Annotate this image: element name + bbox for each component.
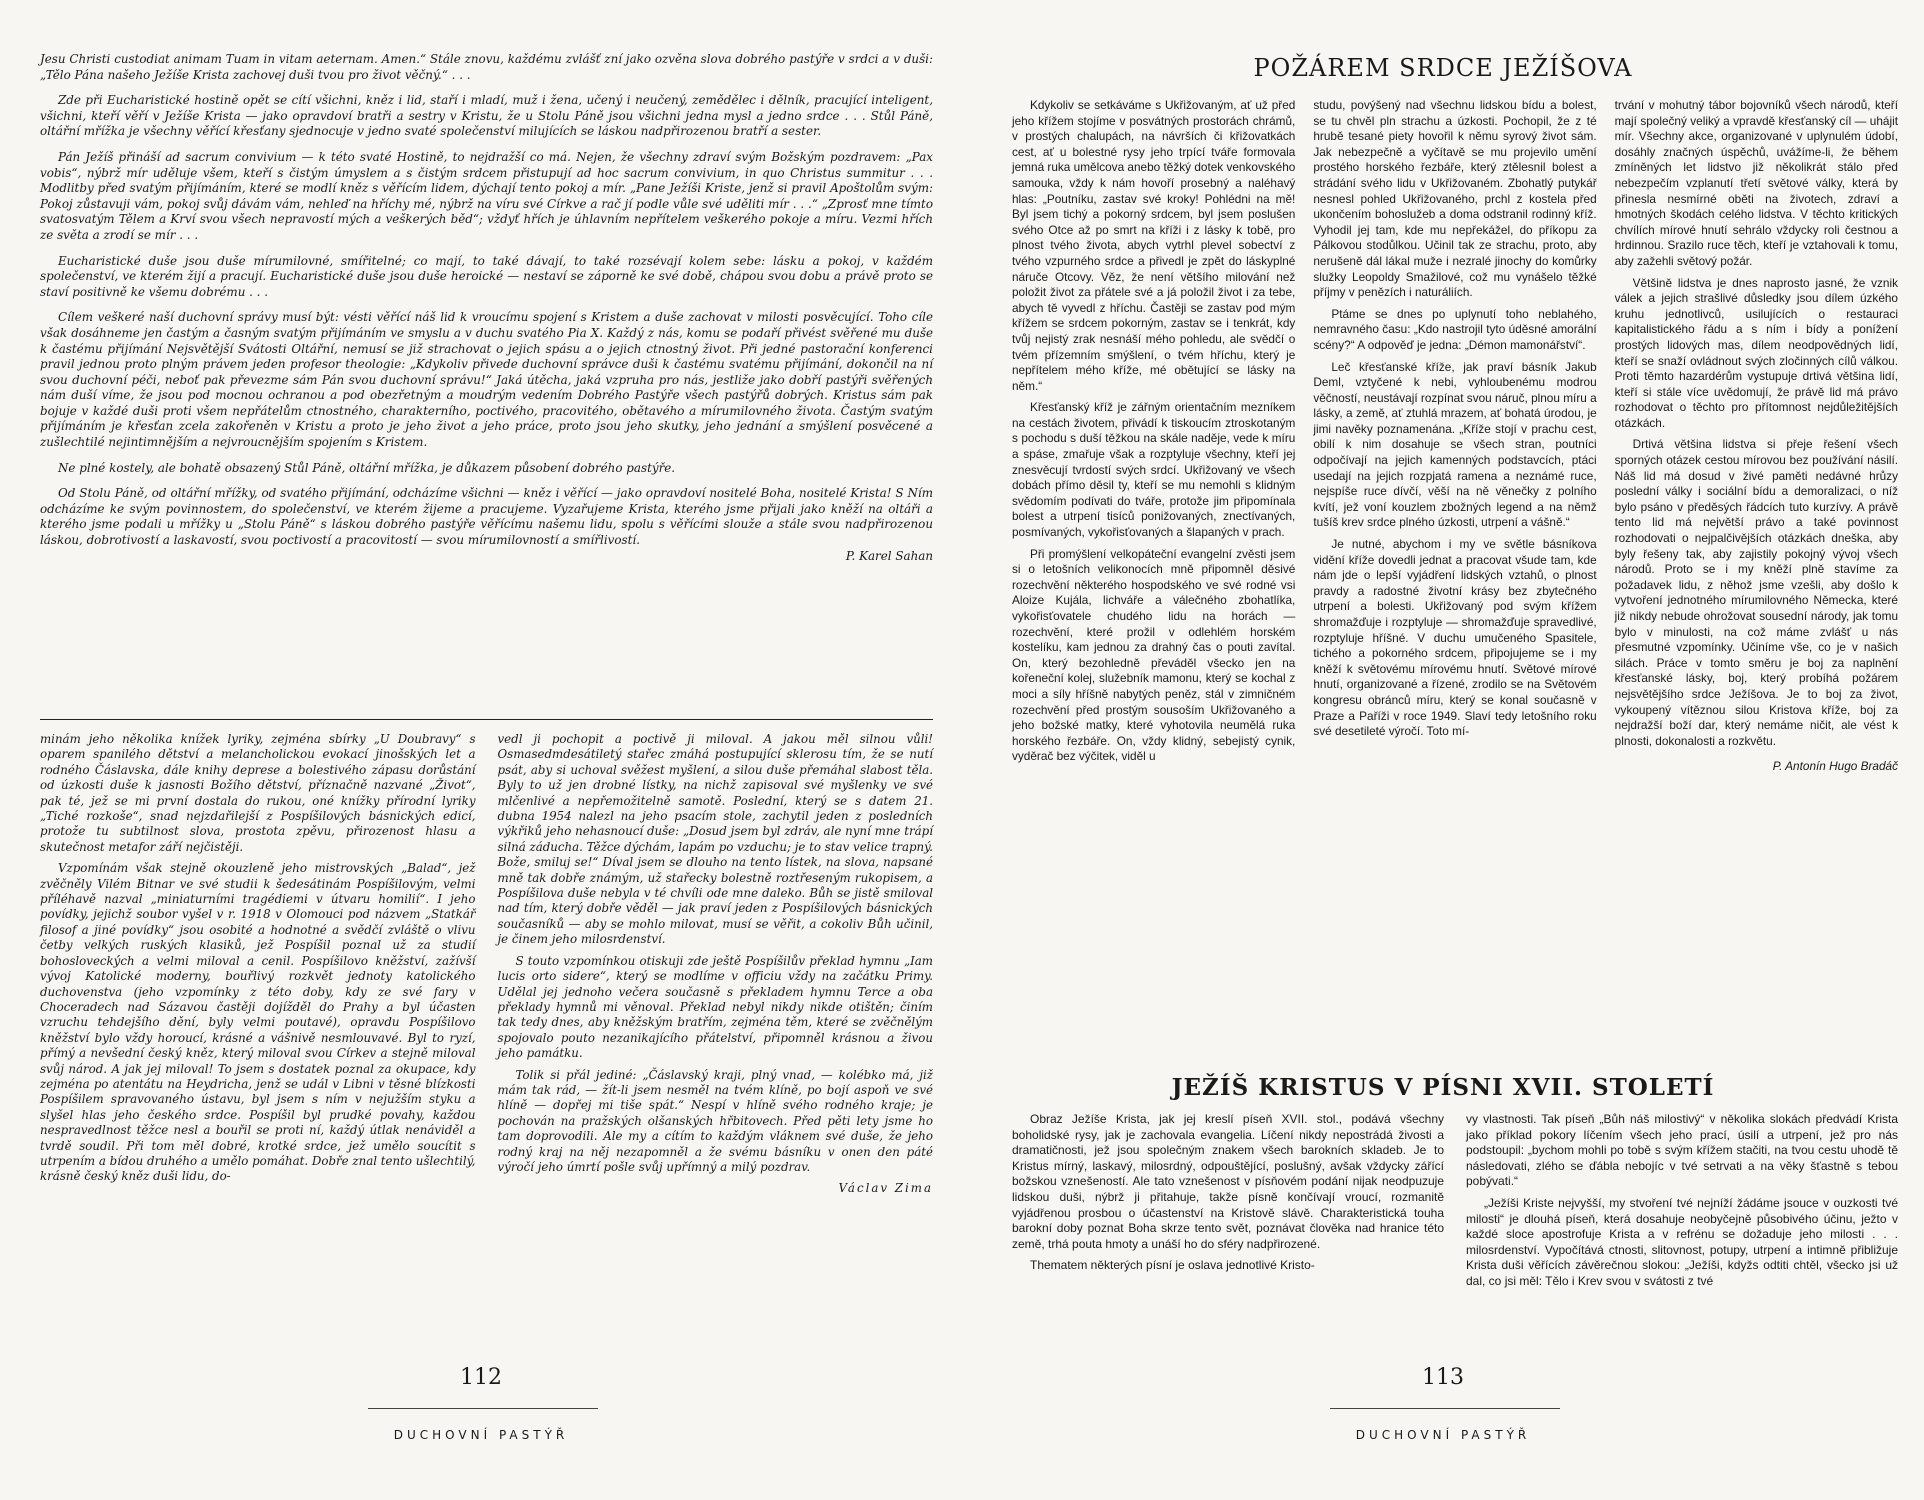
article-title: POŽÁREM SRDCE JEŽÍŠOVA [1253, 54, 1633, 82]
journal-footer: DUCHOVNÍ PASTÝŘ [1355, 1428, 1531, 1442]
author-signature: P. Antonín Hugo Bradáč [1772, 759, 1898, 774]
author-signature: Václav Zima [838, 1181, 933, 1196]
paragraph: Ptáme se dnes po uplynutí toho neblahého, nemravného času: „Kdo nastrojil tyto úděsné amorální scény?“ A odpověď je jedna: „Démon mamonářství“. [1313, 306, 1597, 352]
article-column-2 [1313, 98, 1596, 775]
paragraph: minám jeho několika knížek lyriky, zejména sbírky „U Doubravy“ s oparem spanilého dětství a melancholickou evokací jinošských let a rodného Čáslavska, dále knihy deprese a bolestivého zápasu dorůstání od úzkosti duše k jasnosti Božího dětství, příznačně nazvané „Život“, pak té, jež se mi první dostala do rukou, oné knížky přírodní lyriky „Tiché rozkoše“, snad nejzdařilejší z Pospíšilových básnických edicí, protože tu subtilnost slova, prostota zpěvu, přirozenost hlasu a skutečnost metafor září nejčistěji. [40, 732, 476, 854]
paragraph: Jesu Christi custodiat animam Tuam in vitam aeternam. Amen.“ Stále znovu, každému zvlášť zní jako ozvěna slova dobrého pastýře v srdci a v duši: „Tělo Pána našeho Ježíše Krista zachovej duši tvou pro život věčný.“ . . . [40, 52, 933, 82]
paragraph: Eucharistické duše jsou duše mírumilovné, smířitelné; co mají, to také dávají, to také rozsévají kolem sebe: lásku a pokoj, v každém společenství, ve kterém žijí a pracují. Eucharistické duše jsou duše heroické — nestaví se záporně ke své době, chápou svou dobu a právě proto se staví positivně ke všemu dobrému . . . [40, 253, 933, 299]
section-divider [40, 719, 933, 720]
paragraph: „Ježíši Kriste nejvyšší, my stvoření tvé nejníží žádáme jsouce v ouzkosti tvé milosti“ je dlouhá píseň, která dosahuje neobyčejně působivého účinu, ježto v každé sloce apostrofuje Krista a v refrénu se dožaduje jeho milosti . . . milosrdenství. Vypočítává ctnosti, slitovnost, potupy, utrpení a intimně přibližuje Krista duši věřících závěrečnou slokou: „Ježíši, kdyžs odtiti chtěl, všecko jsi už dal, co jsi měl: Tělo i Krev svou v svátosti z tvé [1466, 1195, 1898, 1288]
signature-line [498, 1181, 934, 1196]
right-page [962, 0, 1924, 1500]
paragraph: Křesťanský kříž je zářným orientačním mezníkem na cestách životem, přivádí k tiskoucím ztroskotaným s pochodu s duší těžkou na skále naděje, vede k míru a spáse, zmařuje však a rozptyluje všechny, kteří jej znesvěcují tvrdostí svých srdcí. Ukřižovaný ve všech dobách přímo děsil ty, kteří se mu nemohli s klidným svědomím podívati do tváře, protože jim připomínala bolest a utrpení tisíců ponižovaných, znectívaných, posmívaných, vykořisťovaných a šlapaných v prach. [1012, 400, 1296, 540]
page-number: 112 [460, 1365, 502, 1390]
paragraph: Leč křesťanské kříže, jak praví básník Jakub Deml, vztyčené k nebi, vyhloubenému modrou věčností, neustávají rozpínat svou náruč, plnou míru a lásky, a země, ať ztuhlá mrazem, ať bohatá úrodou, je jimi navěky poznamenána. „Kříže stojí v prachu cest, obilí k nim dosahuje se všech stran, poutníci odpočívají na jejich kamenných podstavcích, ptáci usedají na jejich rozpjatá ramena a neznámé ruce, nejspíše ruce dívčí, věší na ně věnečky z polního kvítí, jež voní kouzlem zbožných legend a na němž tušíš krev srdce plného úzkosti, utrpení a vášně.“ [1313, 359, 1597, 530]
signature-line [40, 549, 933, 565]
eucharistic-article [40, 52, 933, 564]
footer-divider [368, 1408, 598, 1409]
article-column-1 [1012, 1112, 1444, 1296]
paragraph: Zde při Eucharistické hostině opět se cítí všichni, kněz i lid, staří i mladí, muž i žena, učený i neučený, zemědělec i dělník, pracující inteligent, všichni, kteří věří v Ježíše Krista — jako opravdoví bratři a sestry v Kristu, že u Stolu Páně jsou všichni jedna mysl a jedno srdce . . . Stůl Páně, oltářní mřížka je všechny věřící křesťany sjednocuje v jedno svaté společenství milujících se láskou nadpřirozenou bratří a sester. [40, 93, 933, 139]
paragraph: Od Stolu Páně, od oltářní mřížky, od svatého přijímání, odcházíme všichni — kněz i věřící — jako opravdoví nositelé Boha, nositelé Krista! S Ním odcházíme ke svým povinnostem, do společenství, ve kterém žijeme a pracujeme. Vyzařujeme Krista, kterého jsme přijali jako kněží na oltáři a kterého jsme podali u mřížky u „Stolu Páně“ s láskou dobrého pastýře věřícímu našemu lidu, spolu s věřícími slouže a stále svou nadpřirozenou láskou, dobrotivostí a laskavostí, svou poctivostí a pracovitostí — svou mírumilovností a smířlivostí. [40, 486, 933, 548]
paragraph: Tolik si přál jediné: „Čáslavský kraji, plný vnad, — kolébko má, již mám tak rád, — žít-li jsem nesměl na tvém klíně, po bojí aspoň ve své hlíně — dopřej mi tiše spát.“ Nespí v hlíně svého rodného kraje; je pochován na pražských olšanských hřbitovech. Před pěti lety jsme ho tam doprovodili. Ale my a cítím to každým vláknem své duše, že jeho rodný kraj na něj nezapomněl a že svému básníku v onen den páté výročí jeho úmrtí pošle svůj upřímný a milý pozdrav. [497, 1067, 933, 1174]
christ-in-song-article [1012, 1112, 1898, 1296]
paragraph: Vzpomínám však stejně okouzleně jeho mistrovských „Balad“, jež zvěčněly Vilém Bitnar ve své studii k šedesátinám Pospíšilovým, velmi příléhavě nazval „miniaturními tragédiemi v útvaru homilií“. I jeho povídky, jejichž soubor vyšel v r. 1918 v Olomouci pod názvem „Statkář filosof a jiné povídky“ jsou osobité a hodnotné a svědčí zvláště o vlivu četby velkých ruských klasiků, jež Pospíšil poznal už za studií bohoslovecký́ch a velmi miloval a cenil. Pospíšilovo kněžství, zažívší vývoj Katolické moderny, bouřlivý rozkvět jednoty katolického duchovenstva (jeho vzpomínky z této doby, kdy ze své fary v Choceradech nad Sázavou častěji dojížděl do Prahy a byl účasten vzruchu tehdejšího dění, byly velmi poutavé), opravdu Pospíšilovo kněžství bylo vždy horoucí, krásné a vášnivě nesmlouvavé. Byl to ryzí, přímý a nevšední český kněz, který miloval svou Církev a stejně miloval svůj národ. A jak jej miloval! To jsem s dostatek poznal za okupace, kdy zejména po atentátu na Heydricha, jenž se udál v Libni v těsné blízkosti Pospíšilem spravovaného ústavu, byl jsem s ním v nejužším styku a slyšel hlas jeho českého srdce. Pospíšil byl prudké povahy, každou nespravedlnost těžce nesl a bouřil se proti ní, každý útlak nenáviděl a tvrdě soudil. Při tom měl dobré, krotké srdce, jež umělo soucítit s utrpením a bídou druhého a umělo pomáhat. Dobře znal tento ušlechtilý, krásně český kněz duši lidu, do- [40, 861, 476, 1184]
fire-of-heart-article [1012, 98, 1898, 775]
paragraph: vy vlastnosti. Tak píseň „Bůh náš milostivý“ v několika slokách předvádí Krista jako příklad pokory líčením všech jeho prací, úsilí a utrpení, jež pro nás podstoupil: „bychom mohli po tobě s svým křížem stačiti, na tvou cestu uhodě tě následovati, zlého se ďábla nebojíc v tvé setrvati a na věky šťastně s tebou pobývati.“ [1466, 1112, 1898, 1189]
paragraph: vedl ji pochopit a poctivě ji miloval. A jakou měl silnou vůli! Osmasedmdesátiletý stařec zmáhá postupující sklerosu tím, že se nutí psát, aby si uchoval svěžest myšlení, a silou duše přemáhal slabost těla. Byly to už jen drobné lístky, na nichž zapisoval své myšlenky ve své mlčenlivé a nepřemožitelně samotě. Poslední, který se s datem 21. dubna 1954 nalezl na jeho psacím stole, zachytil jeden z posledních výkřiků jeho nehasnoucí duše: „Dosud jsem byl zdráv, ale nyní mne trápí silná záducha. Těžce dýchám, lapám po vzduchu; je to stav velice trapný. Bože, smiluj se!“ Díval jsem se dlouho na tento lístek, na slova, napsané mně tak dobře známým, už stařecky bolestně roztřeseným rukopisem, a Pospíšilova duše nebyla v té chvíli ode mne daleko. Bůh se jistě smiloval nad tím, který dobře věděl — jak praví jeden z Pospíšilových básnických současníků — aby se mohlo milovat, musí se věřit, a cokoliv Bůh učinil, je činem jeho milosrdenství. [497, 732, 933, 947]
paragraph: Pán Ježíš přináší ad sacrum convivium — k této svaté Hostině, to nejdražší co má. Nejen, že všechny zdraví svým Božským pozdravem: „Pax vobis“, nýbrž mír uděluje všem, kteří s čistým úmyslem a s čistým srdcem přistupují ad hoc sacrum convivium, in quo Christus summitur . . . Modlitby před svatým přijímáním, které se modlí kněz s věřícím lidem, dýchají tento pokoj a mír. „Pane Ježíši Kriste, jenž si pravil Apoštolům svým: Pokoj zůstavuji vám, pokoj svůj dávám vám, nehleď na hříchy mé, nýbrž na víru své Církve a rač jí podle vůle své uděliti mír . . .“ „Zprosť mne tímto svatosvatým Tělem a Krví svou všech nepravostí mých a veškerých běd“; vždyť hřích je úhlavním nepřítelem veškerého pokoje a míru. Vezmi hřích ze světa a zrodí se mír . . . [40, 149, 933, 242]
paragraph: Je nutné, abychom i my ve světle básníkova vidění kříže dovedli jednat a pracovat všude tam, kde nám jde o lepší vyjádření lidských vztahů, o plnost pravdy a radostné životní krásy bez zbytečného utrpení a bolesti. Ukřižovaný pod svým křížem shromažďuje i rozptyluje — shromažďuje spravedlivé, rozptyluje hříšné. V duchu umučeného Spasitele, tichého a pokorného srdcem, připojujeme se i my kněží k světovému mírovému hnutí. Světové mírové hnutí, organizované a řízené, zrodilo se na Světovém kongresu obránců míru, který se konal současně v Praze a Paříži v roce 1949. Slaví tedy letošního roku své desetileté výročí. Toto mí- [1313, 537, 1597, 739]
page-number: 113 [1422, 1365, 1464, 1390]
paragraph: Ne plné kostely, ale bohatě obsazený Stůl Páně, oltářní mřížka, je důkazem působení dobrého pastýře. [58, 460, 676, 475]
paragraph: Drtivá většina lidstva si přeje řešení všech sporných otázek cestou mírovou bez používání násilí. Náš lid má dosud v živé paměti nedávné hrůzy poslední války i sociální bídu a demoralizaci, o níž bylo psáno v předěsých řádcích tuto kurzívy. A právě tento lid má největší právo a také povinnost rozhodovati o nejpalčivějších otázkách dneška, aby byly řešeny tak, aby zajistily pokojný vývoj všech národů. Proto se i my kněží plně stavíme za požadavek lidu, z něhož jsme vzešli, aby došlo k vytvoření jednotného mírumilovného Německa, které již nikdy nebude ohrožovat sousední národy, jak tomu bylo v minulosti, na což máme zvlášť u nás přesmutné vzpomínky. Učiníme vše, co je v našich silách. Práce v tomto směru je boj za naplnění křesťanské lásky, boj, který probíhá požárem nejsvětějšího srdce Ježíšova. Je to boj za život, vykoupený vítěznou silou Kristova kříže, boj za nejdražší boží dar, který nemáme ničit, ale vést k plnosti, dokonalosti a rozkvětu. [1614, 437, 1898, 748]
memoir-column-1 [40, 732, 476, 1197]
article-title: JEŽÍŠ KRISTUS V PÍSNI XVII. STOLETÍ [1171, 1074, 1715, 1101]
paragraph: studu, povýšený nad všechnu lidskou bídu a bolest, se tu chvěl pln strachu a úzkosti. Pochopil, že z té hrubě tesané piety hovořil k němu syrový život sám. Jak nebezpečně a vyčítavě se mu projevilo umění prostého horského řezbáře, který ztělesnil bolest a strádání svého lidu v Ukřižovaném. Zbohatlý putykář nesnesl pohled Ukřižovaného, prchl z kostela před ukončením bohoslužeb a doma odstranil rodinný kříž. Vyhodil jej tam, kde mu nepřekážel, do příkopu za Pálkovou stodůlkou. Učinil tak ze strachu, proto, aby nerušeně dál lákal muže i nezralé jinochy do komůrky služky Leopoldy Smažilové, což mu vynášelo těžké příjmy v penězích i naturáliích. [1313, 98, 1597, 300]
paragraph: Většině lidstva je dnes naprosto jasné, že vznik válek a jejich strašlivé důsledky jsou dílem úzkého kruhu jednotlivců, usilujících o restauraci kapitalistického řádu a s ním i bídy a ponížení prostých lidových mas, dílem neodpovědných lidí, kteří se snaží ovládnout svých zločinných cílů válkou. Proti těmto hazardérům vystupuje drtivá většina lidí, kteří si stále více uvědomují, že právě lid má právo rozhodovat o těchto pro přítomnost nejdůležitějších otázkách. [1614, 275, 1898, 430]
paragraph: trvání v mohutný tábor bojovníků všech národů, kteří mají společný veliký a vpravdě křesťanský cíl — uhájit mír. Všechny akce, organizované v uplynulém údobí, dosáhly značných úspěchů, uvážíme-li, že během zmíněných let lidstvo již několikrát stálo před nebezpečím vzplanutí třetí světové války, která by přinesla nesmírné oběti na životech, zdraví a hmotných škodách celého lidstva. V těchto kritických chvílích mírové hnutí sehrálo vždycky roli čestnou a hrdinnou. Srazilo ruce těch, kteří je vztahovali k tomu, aby zažehli světový požár. [1614, 98, 1898, 268]
paragraph: Thematem některých písní je oslava jednotlivé Kristo- [1030, 1258, 1315, 1273]
paragraph: Při promýšlení velkopáteční evangelní zvěsti jsem si o letošních velikonocích mně připomněl děsivé rozechvění některého hospodského ve své rodné vsi Aloize Kujála, lichváře a válečného zbohatlíka, vykořisťovatele chudého lidu na horách — rozechvění, které prožil v odlehlém horském kostelíku, kam jednou za drahný čas o pouti zavítal. On, který bezohledně převáděl všecko jen na kořeneční kolej, služebník mamonu, který se kochal z moci a síly hříšně nabytých peněz, stál v zimničném rozechvění před prostým sousoším Ukřižovaného a jeho božské matky, které vyhotovila neumělá ruka horského řezbáře. On, vždy klidný, sebejistý cynik, vyděrač bez výčitek, viděl u [1012, 546, 1296, 764]
footer-divider [1330, 1408, 1560, 1409]
author-signature: P. Karel Sahan [845, 548, 933, 563]
paragraph: Cílem veškeré naší duchovní správy musí být: vésti věřící náš lid k vroucímu spojení s Kristem a duše zachovat v milosti posvěcující. Toho cíle však dosáhneme jen častým a časným svatým přijímáním ve smyslu a v duchu svatého Pia X. Každý z nás, komu se podaří přivést svěřené mu duše k častému přijímání Nejsvětější Svátosti Oltářní, nemusí se již strachovat o jejich spásu a o jejich ctnostný život. Při jedné pastorační konferenci pravil jednou proto plným právem jeden profesor theologie: „Kdykoliv přivede duchovní správce duši k častému svatému přijímání, dokončil na ní svou duchovní péči, neboť pak převezme sám Pán svou duchovní správu!“ Jaká útěcha, jaká vzpruha pro nás, jestliže jako dobří pastýři svěřených nám duší víme, že jsou pod mocnou ochranou a pod obezřetným a moudrým vedením Dobrého Pastýře všech pastýřů dobrých. Kristus sám pak bojuje v každé duši proti všem nepřátelům ctnostného, charakterního, poctivého, pracovitého, obětavého a mírumilovného života. Častým svatým přijímáním je křesťan zcela zakořeněn v Kristu a proto je jeho život a jeho práce, proto jsou jeho skutky, jeho jednání a smýšlení posvěcené a zušlechtilé nejintimnějším a nejvroucnějším spojením s Kristem. [40, 310, 933, 450]
article-column-1 [1012, 98, 1295, 775]
paragraph: S touto vzpomínkou otiskuji zde ještě Pospíšilův překlad hymnu „Iam lucis orto sidere“, který se modlíme v officiu vždy na začátku Primy. Udělal jej jednoho večera současně s překladem hymnu Terce a oba překlady hymnů mi věnoval. Překlad nebyl nikdy nikde otištěn; činím tak tedy dnes, aby kněžským bratřím, zejména těm, které se zvěčnělým spojovalo pouto nezanikajícího přátelství, připomněl krásnou a živou jeho památku. [497, 953, 933, 1061]
pospisil-memoir [40, 732, 933, 1197]
article-column-2 [1466, 1112, 1898, 1296]
paragraph: Kdykoliv se setkáváme s Ukřižovaným, ať už před jeho křížem stojíme v posvátných prostorách chrámů, v prostých chalupách, na návrších či křižovatkách cest, ať u bolestné rysy jeho trpící tváře formovala jemná ruka umělcova anebo těžký dotek venkovského samouka, vždy k nám hovoří prosebný a naléhavý hlas: „Poutníku, zastav své kroky! Pohlédni na mě! Byl jsem tichý a pokorný srdcem, byl jsem poslušen svého Otce až po smrt na kříži i z lásky k tobě, pro plnost tvého života, abych vytrhl plevel sobectví z tvého vzpurného srdce a přivedl je zpět do láskyplné náruče Otcovy. Věz, že není většího milování než položit život za přátele své a já položil život i za tebe, abych tě vyvedl z hříchu. Častěji se zastav pod mým křížem se srdcem pokorným, zastav se i tenkrát, kdy tvůj nejistý zrak nesnáší mého pohledu, ale svědčí o tvém přízemním smýšlení, o tvém hříchu, který je nepřítelem mého kříže, mé obětující se lásky na něm.“ [1012, 98, 1296, 393]
journal-footer: DUCHOVNÍ PASTÝŘ [393, 1428, 569, 1442]
article-column-3 [1615, 98, 1898, 775]
memoir-column-2 [498, 732, 934, 1197]
paragraph: Obraz Ježíše Krista, jak jej kreslí píseň XVII. stol., podává všechny boholidské rysy, jak je zachovala evangelia. Líčení nikdy nepostrádá živosti a dramatičnosti, jež jsou společným znakem všech barokních skladeb. Je to Kristus mírný, laskavý, milosrdný, odpouštějící, poslušný, avšak vždycky zářící božskou vznešeností. Ale tato vznešenost v písňovém podání nijak neodpuzuje lidskou duši, nýbrž ji přitahuje, takže písně končívají vroucí, rozmanitě vyjádřenou prosbou o účastenství na Kristově slávě. Charakteristická touha barokní doby poznat Boha skrze tento svět, poznávat člověka nad hranice této země, trhá pouta hmoty a unáší ho do sféry nadpřirozené. [1012, 1112, 1444, 1251]
